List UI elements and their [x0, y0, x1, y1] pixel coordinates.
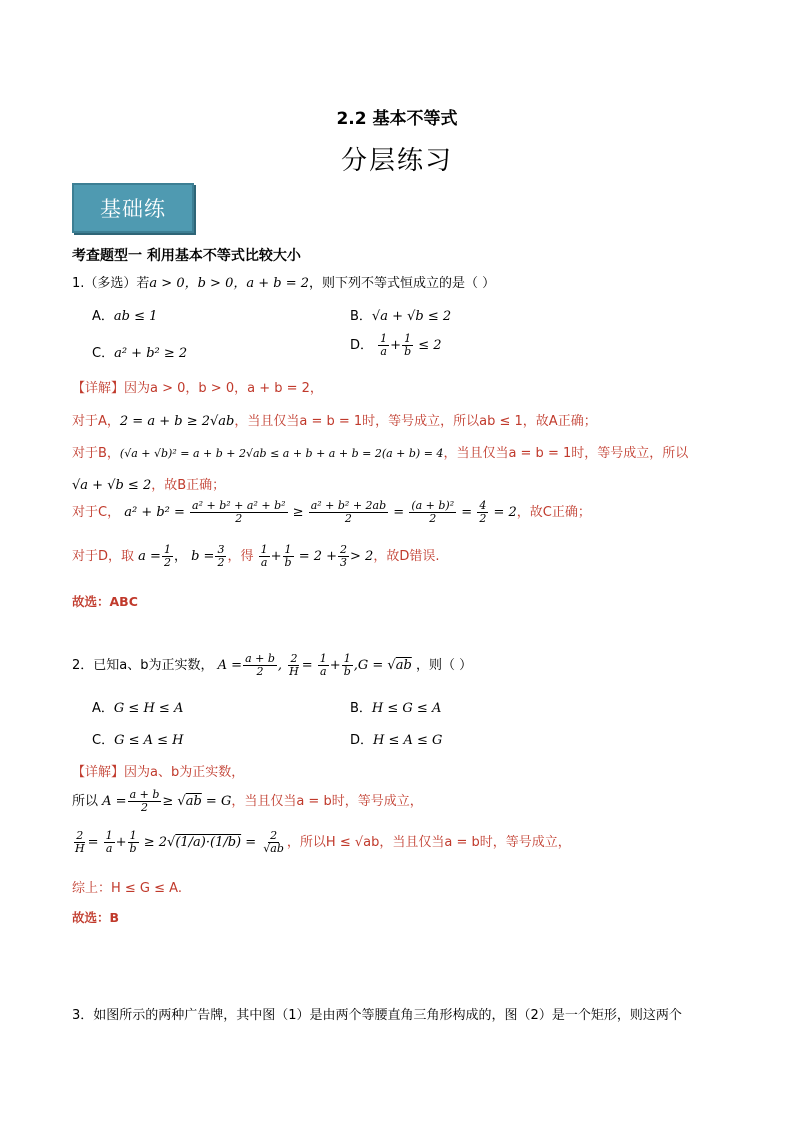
q1-detail-text: 因为a > 0，b > 0，a + b = 2，	[124, 381, 323, 396]
q1-b-tail-text: ，故B正确；	[151, 478, 226, 493]
detail-tag: 【详解】	[72, 765, 125, 780]
fraction: $\frac{1}{a}$	[260, 543, 268, 569]
q2-option-a	[92, 697, 183, 716]
q2-summary: 综上：H ≤ G ≤ A.	[72, 881, 182, 896]
q2-stem-suffix: ，则（ ）	[415, 658, 473, 673]
fraction: $\frac{2}{√ab}$	[263, 829, 284, 855]
q2-line3-text: ，所以H ≤ √ab，当且仅当a = b时，等号成立，	[286, 835, 571, 850]
question-2-stem: 2．已知a、b为正实数， A = $\frac{a + b}{2}$ , $\frac{2}{H}$ = $\frac{1}{a}$ + $\frac{1}{b}$ ,G = √ab ，则（ ）	[72, 652, 473, 678]
q1-detail-line-1	[72, 377, 323, 396]
fraction: $\frac{1}{a}$	[380, 332, 388, 358]
q2-option-a-label: A．	[92, 701, 114, 716]
q1-c-prefix: 对于C，	[72, 505, 121, 520]
q2-answer: 故选：B	[72, 910, 120, 925]
fraction: $\frac{1}{b}$	[404, 332, 412, 358]
fraction: $\frac{2}{3}$	[340, 543, 348, 569]
q2-detail-line-3: $\frac{2}{H}$ = $\frac{1}{a}$ + $\frac{1}{b}$ ≥ 2√(1/a)·(1/b) = $\frac{2}{√ab}$ ，所以H ≤ √ab，当且仅当a = b时，等号成立，	[75, 829, 571, 855]
q1-a-math: 2 = a + b ≥ 2√ab	[119, 414, 235, 429]
q1-b-tail-math: √a + √b ≤ 2	[72, 478, 152, 493]
q1-d-mid: ，得	[227, 549, 254, 564]
question-1-stem	[72, 272, 495, 291]
q2-detail-line-1	[72, 761, 244, 780]
fraction: $\frac{a + b}{2}$	[245, 652, 275, 678]
fraction: $\frac{1}{b}$	[343, 652, 351, 678]
fraction: $\frac{1}{b}$	[129, 829, 137, 855]
fraction: $\frac{1}{a}$	[319, 652, 327, 678]
q2-line2-prefix: 所以	[72, 794, 99, 809]
detail-tag: 【详解】	[72, 381, 125, 396]
fraction: $\frac{1}{2}$	[163, 543, 171, 569]
q1-b-text: ，当且仅当a = b = 1时，等号成立，所以	[443, 446, 689, 461]
q1-stem-prefix: 1.（多选）若	[72, 276, 150, 291]
q2-stem-prefix: 2．已知a、b为正实数，	[72, 658, 214, 673]
page-title: 2.2 基本不等式	[336, 109, 458, 129]
q1-option-d: D． $\frac{1}{a}$ + $\frac{1}{b}$ ≤ 2	[350, 332, 442, 358]
q2-option-c-label: C．	[92, 733, 115, 748]
fraction: $\frac{3}{2}$	[217, 543, 225, 569]
q1-option-a-text: ab ≤ 1	[113, 309, 158, 324]
page-subtitle: 分层练习	[340, 146, 453, 176]
section-heading: 考查题型一 利用基本不等式比较大小	[72, 248, 301, 264]
q2-detail-line-2: 所以 A = $\frac{a + b}{2}$ ≥ √ab = G，当且仅当a = b时，等号成立，	[72, 788, 423, 814]
q2-option-d-label: D．	[350, 733, 374, 748]
q2-option-b-label: B．	[350, 701, 372, 716]
fraction: $\frac{2}{H}$	[289, 652, 299, 678]
q1-option-b-label: B．	[350, 309, 372, 324]
fraction: $\frac{\text{(a + b)²}}{2}$	[411, 499, 455, 525]
q1-detail-b-cont	[72, 474, 225, 493]
q1-stem-suffix: ，则下列不等式恒成立的是（ ）	[309, 276, 496, 291]
q1-answer: 故选：ABC	[72, 594, 138, 609]
q2-option-c	[92, 729, 184, 748]
q1-option-d-label: D．	[350, 338, 374, 353]
q1-a-text: ，当且仅当a = b = 1时，等号成立，所以ab ≤ 1，故A正确；	[234, 414, 597, 429]
fraction: $\frac{2}{H}$	[75, 829, 85, 855]
fraction: $\frac{1}{b}$	[284, 543, 292, 569]
q2-option-d-text: H ≤ A ≤ G	[373, 733, 443, 748]
q1-d-text: ，故D错误.	[373, 549, 440, 564]
fraction: $\frac{a + b}{2}$	[129, 788, 160, 814]
q2-option-b-text: H ≤ G ≤ A	[371, 701, 442, 716]
q1-option-c-label: C．	[92, 346, 115, 361]
q1-option-b-text: √a + √b ≤ 2	[371, 309, 452, 324]
q1-option-c	[92, 342, 187, 361]
q2-option-b	[350, 697, 441, 716]
q1-d-prefix: 对于D，取	[72, 549, 135, 564]
q1-detail-c: 对于C， a² + b² = $\frac{\text{a² + b² + a² + b²}}{2}$ ≥ $\frac{\text{a² + b² + 2ab}}{2}$ = $\frac{\text{(a + b)²}}{2}$ = $\frac{4}{2}$ = 2，故C正确；	[72, 499, 591, 525]
q1-detail-a	[72, 410, 597, 429]
fraction: $\frac{\text{a² + b² + 2ab}}{2}$	[310, 499, 387, 525]
q2-option-c-text: G ≤ A ≤ H	[114, 733, 184, 748]
q1-stem-condition: a > 0，b > 0，a + b = 2	[149, 276, 309, 291]
fraction: $\frac{4}{2}$	[479, 499, 487, 525]
q1-option-c-text: a² + b² ≥ 2	[114, 346, 188, 361]
q1-b-math: (√a + √b)² = a + b + 2√ab ≤ a + b + a + b = 2(a + b) = 4	[119, 447, 444, 460]
q2-detail-text: 因为a、b为正实数，	[124, 765, 245, 780]
fraction: $\frac{1}{a}$	[105, 829, 113, 855]
q1-detail-d: 对于D，取 a = $\frac{1}{2}$ ， b = $\frac{3}{2}$ ，得 $\frac{1}{a}$ + $\frac{1}{b}$ = 2 + $\frac{2}{3}$ > 2，故D错误.	[72, 543, 440, 569]
q1-detail-b	[72, 442, 688, 461]
fraction: $\frac{\text{a² + b² + a² + b²}}{2}$	[192, 499, 286, 525]
q1-option-a-label: A．	[92, 309, 114, 324]
q1-c-text: ，故C正确；	[516, 505, 591, 520]
q1-option-a	[92, 305, 157, 324]
q2-line2-text: ，当且仅当a = b时，等号成立，	[231, 794, 423, 809]
question-3-stem: 3．如图所示的两种广告牌，其中图（1）是由两个等腰直角三角形构成的，图（2）是一个矩形，则这两个	[72, 1008, 682, 1023]
q2-option-a-text: G ≤ H ≤ A	[113, 701, 184, 716]
q1-b-prefix: 对于B，	[72, 446, 120, 461]
q1-a-prefix: 对于A，	[72, 414, 120, 429]
q1-option-b	[350, 305, 451, 324]
q1-option-d-tail: ≤ 2	[418, 338, 442, 353]
section-badge: 基础练	[72, 183, 194, 233]
q2-option-d	[350, 729, 442, 748]
